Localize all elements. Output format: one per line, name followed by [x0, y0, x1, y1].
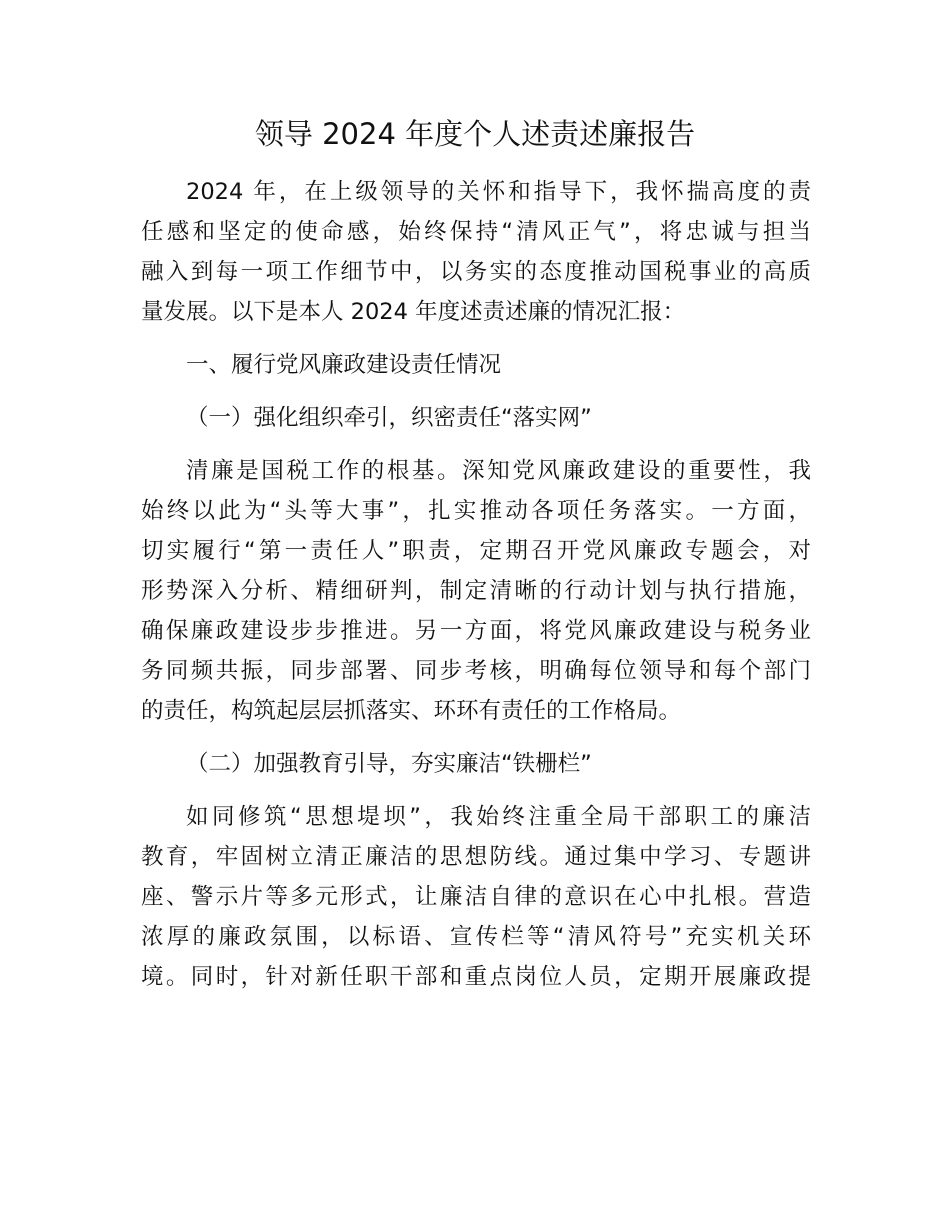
document-body: [141, 172, 811, 997]
paragraph-line: 始终以此为“头等大事”，扎实推动各项任务落实。一方面，: [141, 498, 811, 524]
document-title: 领导 2024 年度个人述责述廉报告: [254, 117, 696, 151]
paragraph-line: 座、警示片等多元形式，让廉洁自律的意识在心中扎根。营造: [141, 884, 811, 910]
intro-line: 量发展。以下是本人 2024 年度述责述廉的情况汇报：: [141, 299, 686, 325]
paragraph-line: 教育，牢固树立清正廉洁的思想防线。通过集中学习、专题讲: [141, 844, 811, 870]
paragraph-line: 确保廉政建设步步推进。另一方面，将党风廉政建设与税务业: [141, 618, 811, 644]
paragraph-line: 浓厚的廉政氛围，以标语、宣传栏等“清风符号”充实机关环: [141, 924, 811, 950]
section-1-heading: 一、履行党风廉政建设责任情况: [186, 352, 502, 378]
subsection-2-heading: （二）加强教育引导，夯实廉洁“铁栅栏”: [186, 751, 592, 777]
paragraph-line: 如同修筑“思想堤坝”，我始终注重全局干部职工的廉洁: [186, 804, 811, 830]
subsection-1-paragraph: [141, 451, 811, 731]
paragraph-line: 清廉是国税工作的根基。深知党风廉政建设的重要性，我: [186, 458, 811, 484]
paragraph-line: 境。同时，针对新任职干部和重点岗位人员，定期开展廉政提: [141, 964, 811, 990]
paragraph-line: 形势深入分析、精细研判，制定清晰的行动计划与执行措施，: [141, 578, 811, 604]
paragraph-line: 切实履行“第一责任人”职责，定期召开党风廉政专题会，对: [141, 538, 811, 564]
subsection-2-paragraph: [141, 797, 811, 997]
paragraph-line: 的责任，构筑起层层抓落实、环环有责任的工作格局。: [141, 698, 682, 724]
paragraph-line: 务同频共振，同步部署、同步考核，明确每位领导和每个部门: [141, 658, 811, 684]
intro-line: 任感和坚定的使命感，始终保持“清风正气”，将忠诚与担当: [141, 219, 811, 245]
intro-paragraph: [141, 172, 811, 332]
intro-line: 2024 年，在上级领导的关怀和指导下，我怀揣高度的责: [186, 179, 811, 205]
subsection-1-heading: （一）强化组织牵引，织密责任“落实网”: [186, 405, 592, 431]
intro-line: 融入到每一项工作细节中，以务实的态度推动国税事业的高质: [141, 259, 811, 285]
